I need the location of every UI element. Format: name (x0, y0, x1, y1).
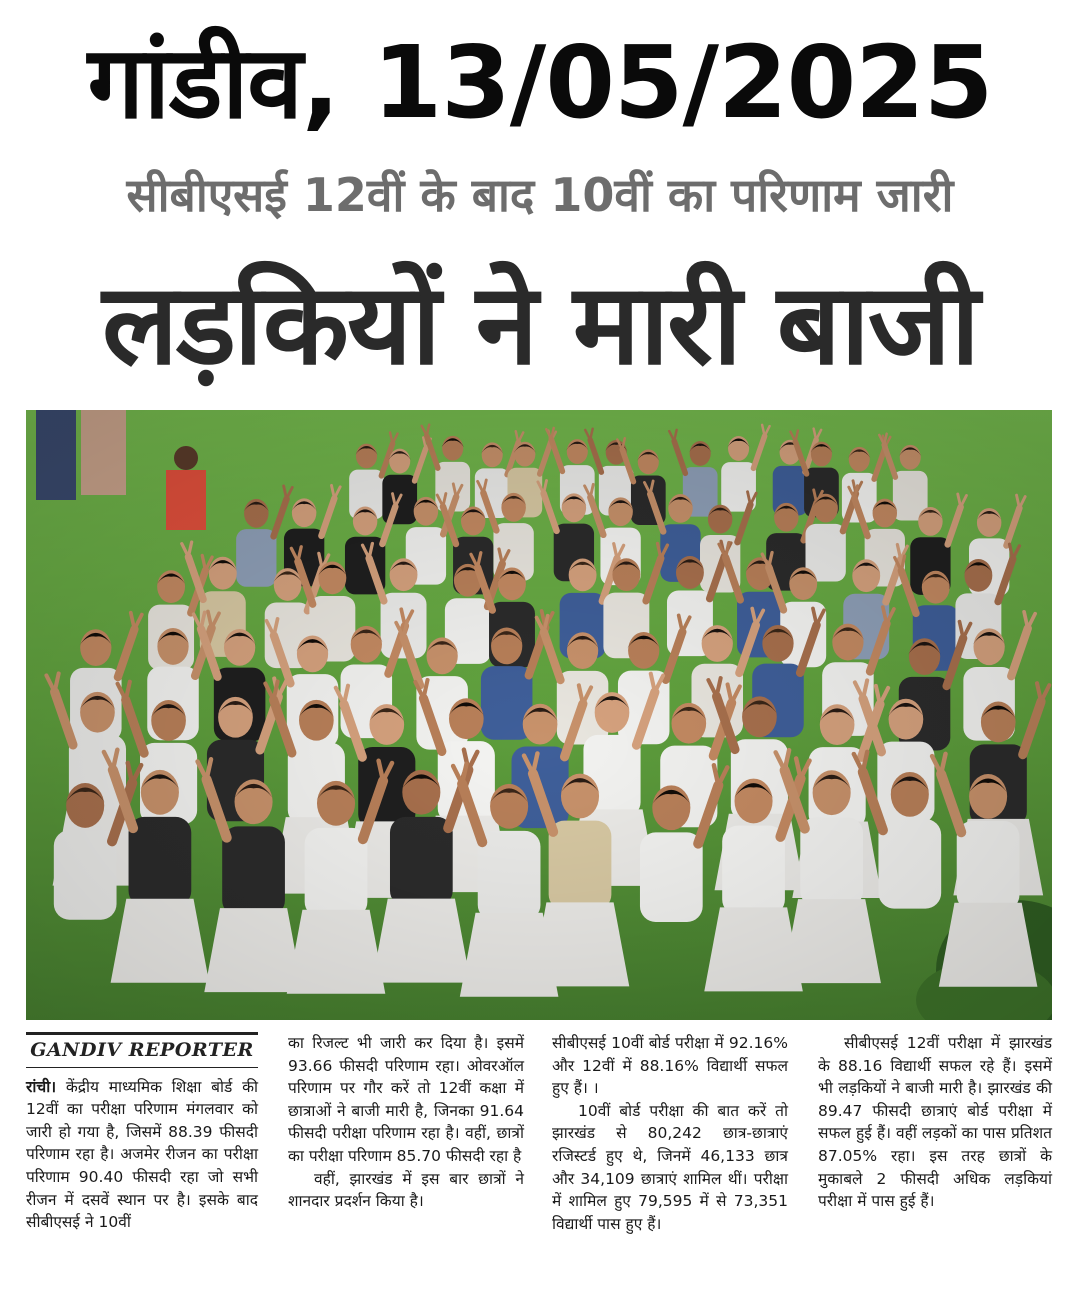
article-text: केंद्रीय माध्यमिक शिक्षा बोर्ड की 12वीं का परीक्षा परिणाम मंगलवार को जारी हो गया है, जिसमें 88.39 फीसदी परिणाम रहा है। अजमेर रीजन का परीक्षा परिणाम 90.40 फीसदी रहा जो सभी रीजन में दसवें स्थान पर है। इसके बाद सीबीएसई ने 10वीं (26, 1077, 258, 1232)
headline: लड़कियों ने मारी बाजी (102, 260, 978, 390)
article-column-1 (26, 1032, 258, 1302)
group-photo-icon (26, 410, 1052, 1020)
article-column-4 (818, 1032, 1052, 1302)
article-paragraph: सीबीएसई 10वीं बोर्ड परीक्षा में 92.16% और 12वीं में 88.16% विद्यार्थी सफल हुए हैं। । (552, 1034, 788, 1098)
masthead: गांडीव, 13/05/2025 (87, 24, 993, 141)
article-paragraph (26, 1076, 258, 1234)
article-paragraph: 10वीं बोर्ड परीक्षा की बात करें तो झारखंड से 80,242 छात्र-छात्राएं रजिस्टर्ड हुए थे, जिनमें 46,133 छात्र और 34,109 छात्राएं शामिल थीं। परीक्षा में शामिल हुए 79,595 में से 73,351 विद्यार्थी पास हुए हैं। (552, 1101, 788, 1233)
article-body (26, 1032, 1052, 1302)
article-paragraph: का रिजल्ट भी जारी कर दिया है। इसमें 93.66 फीसदी परिणाम रहा। ओवरऑल परिणाम पर गौर करें तो 12वीं कक्षा में छात्राओं ने बाजी मारी है, जिनका 91.64 फीसदी परीक्षा परिणाम रहा है। वहीं, छात्रों का परीक्षा परिणाम 85.70 फीसदी रहा है (288, 1034, 524, 1165)
group-photo (26, 410, 1052, 1020)
subheadline: सीबीएसई 12वीं के बाद 10वीं का परिणाम जारी (126, 168, 954, 222)
article-column-3 (552, 1032, 788, 1302)
dateline: रांची। (26, 1077, 57, 1096)
byline: GANDIV REPORTER (26, 1032, 258, 1068)
article-paragraph: सीबीएसई 12वीं परीक्षा में झारखंड के 88.16 विद्यार्थी सफल रहे हैं। इसमें भी लड़कियों ने बाजी मारी है। झारखंड की 89.47 फीसदी छात्राएं बोर्ड परीक्षा में सफल हुई हैं। वहीं लड़कों का पास प्रतिशत 87.05% रहा। इस तरह छात्रों के मुकाबले 2 फीसदी अधिक लड़कियां परीक्षा में पास हुई हैं। (818, 1034, 1052, 1211)
article-column-2 (288, 1032, 524, 1302)
article-paragraph: वहीं, झारखंड में इस बार छात्रों ने शानदार प्रदर्शन किया है। (288, 1169, 524, 1211)
